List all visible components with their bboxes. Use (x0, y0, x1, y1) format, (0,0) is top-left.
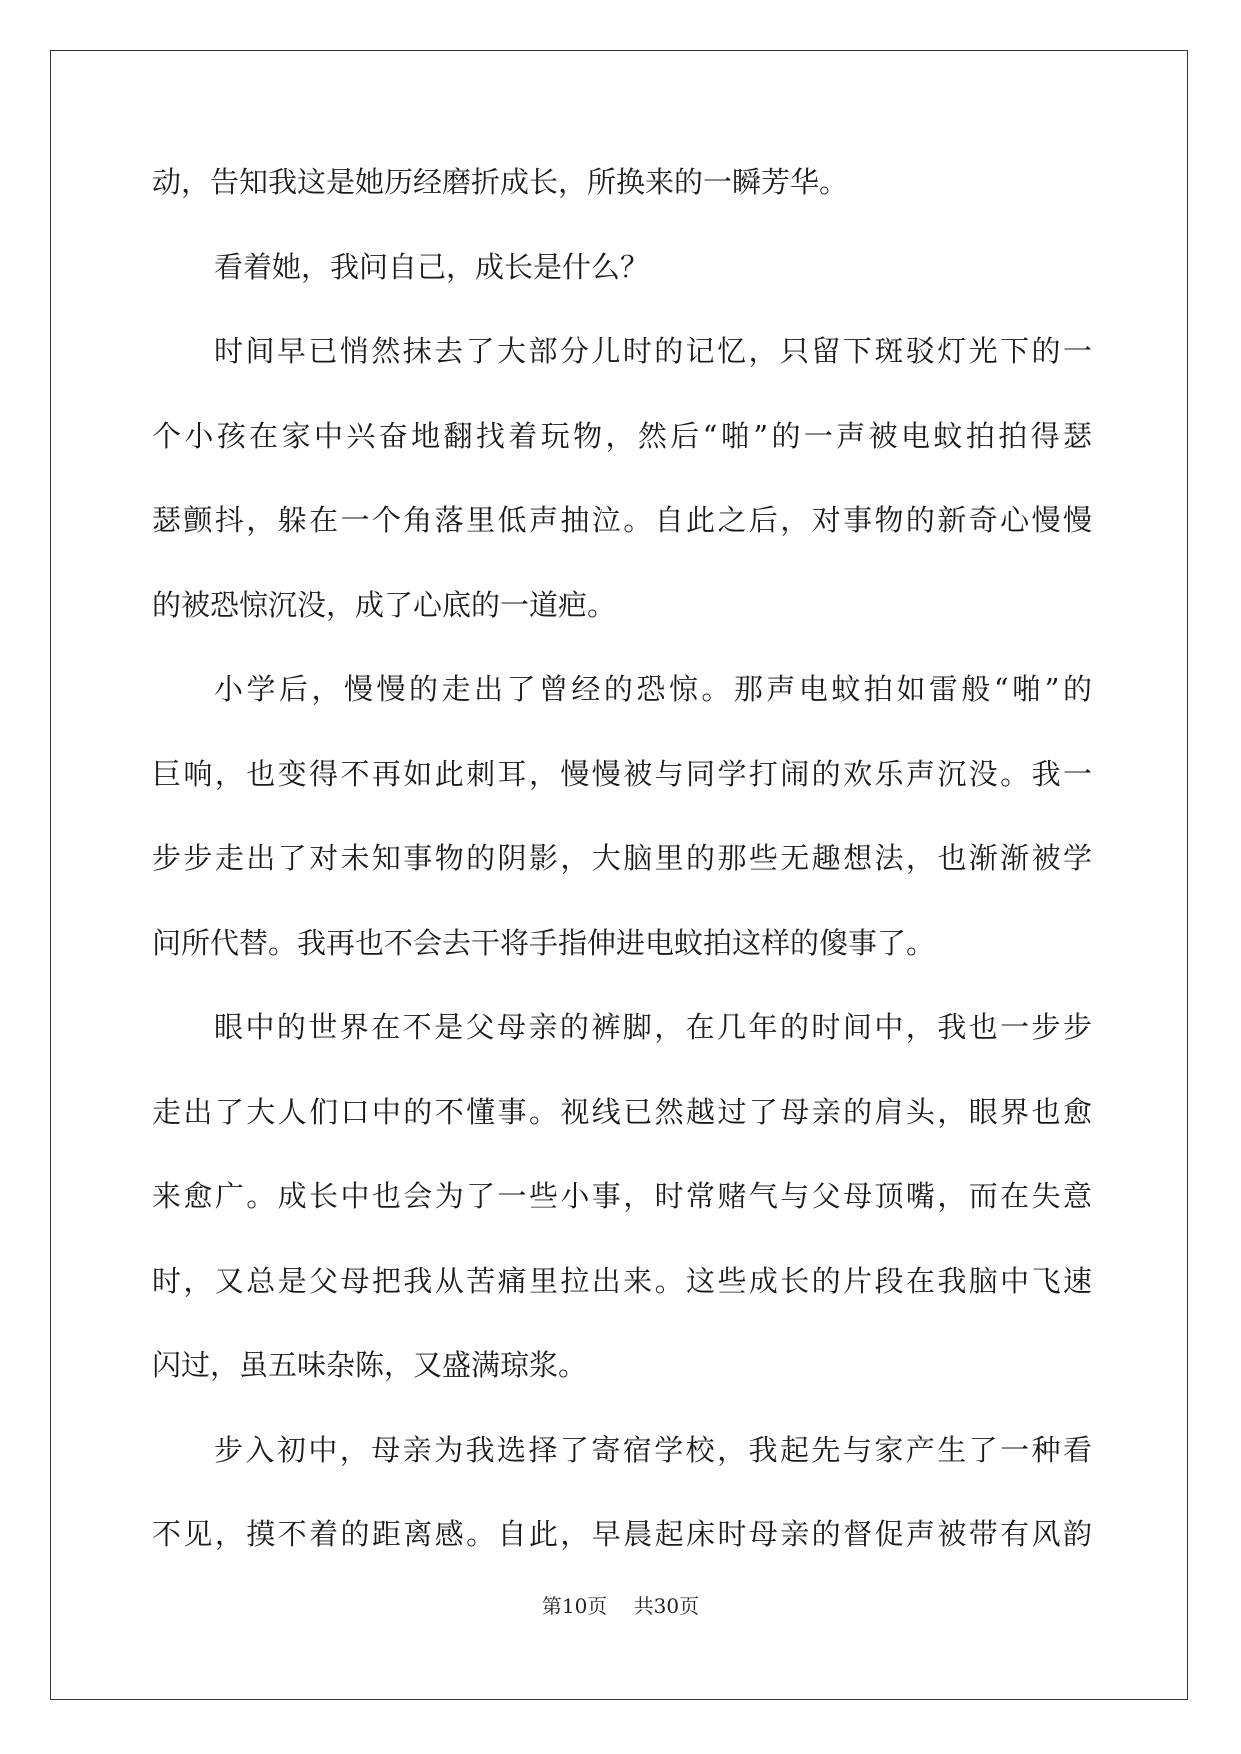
text-line-7: 小学后，慢慢的走出了曾经的恐惊。那声电蚊拍如雷般“啪”的 (214, 672, 1092, 706)
text-line-1: 动，告知我这是她历经磨折成长，所换来的一瞬芳华。 (152, 165, 849, 199)
text-line-17: 不见，摸不着的距离感。自此，早晨起床时母亲的督促声被带有风韵 (152, 1517, 1092, 1551)
text-line-13: 来愈广。成长中也会为了一些小事，时常赌气与父母顶嘴，而在失意 (152, 1179, 1092, 1213)
text-line-5: 瑟颤抖，躲在一个角落里低声抽泣。自此之后，对事物的新奇心慢慢 (152, 503, 1092, 537)
page-number: 第10页 (541, 1594, 608, 1618)
text-line-12: 走出了大人们口中的不懂事。视线已然越过了母亲的肩头，眼界也愈 (152, 1094, 1092, 1129)
text-line-9: 步步走出了对未知事物的阴影，大脑里的那些无趣想法，也渐渐被学 (152, 841, 1092, 875)
body-text (152, 162, 1092, 1599)
page-total: 共30页 (633, 1594, 700, 1618)
page-footer (0, 1590, 1241, 1619)
text-line-3: 时间早已悄然抹去了大部分儿时的记忆，只留下斑驳灯光下的一 (214, 334, 1092, 368)
text-line-4: 个小孩在家中兴奋地翻找着玩物，然后“啪”的一声被电蚊拍拍得瑟 (152, 418, 1092, 453)
text-line-16: 步入初中，母亲为我选择了寄宿学校，我起先与家产生了一种看 (214, 1432, 1092, 1467)
text-line-2: 看着她，我问自己，成长是什么？ (214, 249, 650, 284)
text-line-6: 的被恐惊沉没，成了心底的一道疤。 (152, 587, 617, 622)
text-line-15: 闪过，虽五味杂陈，又盛满琼浆。 (152, 1348, 588, 1382)
text-line-8: 巨响，也变得不再如此刺耳，慢慢被与同学打闹的欢乐声沉没。我一 (152, 756, 1092, 791)
text-line-11: 眼中的世界在不是父母亲的裤脚，在几年的时间中，我也一步步 (214, 1010, 1092, 1044)
text-line-14: 时，又总是父母把我从苦痛里拉出来。这些成长的片段在我脑中飞速 (152, 1263, 1092, 1298)
text-line-10: 问所代替。我再也不会去干将手指伸进电蚊拍这样的傻事了。 (152, 925, 936, 960)
